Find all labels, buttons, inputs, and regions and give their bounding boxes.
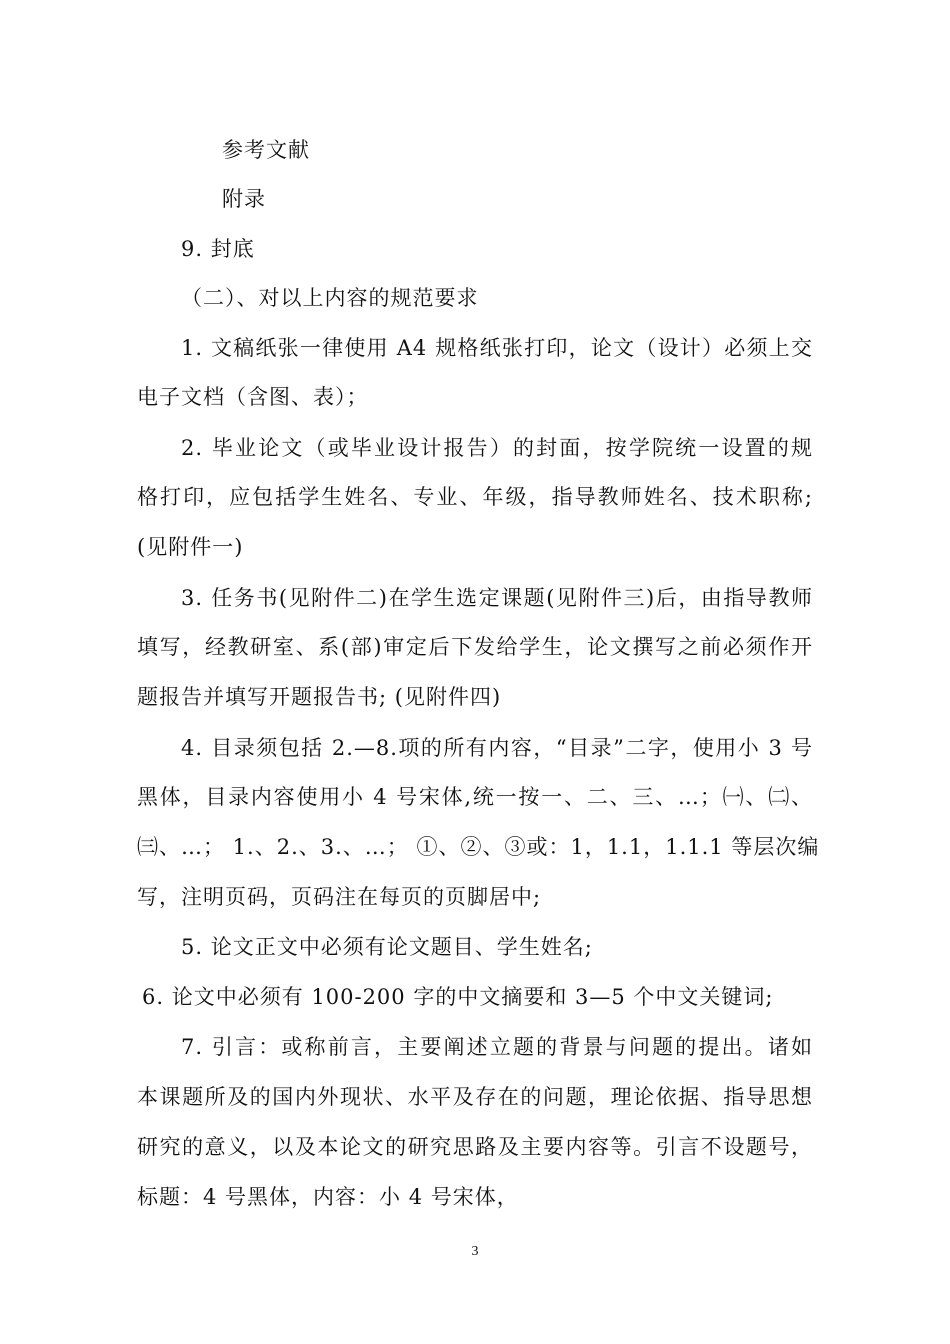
- line-item-9: 9. 封底: [181, 237, 255, 261]
- line-appendix: 附录: [222, 187, 266, 211]
- para-1-line-2: 电子文档（含图、表）；: [137, 385, 369, 409]
- para-7-line-1: 7. 引言：或称前言，主要阐述立题的背景与问题的提出。诸如: [181, 1035, 813, 1059]
- page-number: 3: [471, 1244, 479, 1259]
- section-heading: （二）、对以上内容的规范要求: [181, 286, 479, 310]
- line-references: 参考文献: [222, 138, 310, 162]
- para-1-line-1: 1. 文稿纸张一律使用 A4 规格纸张打印，论文（设计）必须上交: [181, 336, 813, 360]
- para-3-line-3: 题报告并填写开题报告书; (见附件四): [137, 685, 502, 709]
- para-6-line-1: 6. 论文中必须有 100-200 字的中文摘要和 3—5 个中文关键词;: [142, 985, 774, 1009]
- para-2-line-1: 2. 毕业论文（或毕业设计报告）的封面，按学院统一设置的规: [181, 436, 813, 460]
- para-2-line-2: 格打印，应包括学生姓名、专业、年级，指导教师姓名、技术职称;: [137, 485, 813, 509]
- para-4-line-3: ㈢、…； 1.、2.、3.、…； ①、②、③或：1，1.1，1.1.1 等层次编: [137, 835, 820, 859]
- para-5-line-1: 5. 论文正文中必须有论文题目、学生姓名;: [181, 935, 593, 959]
- para-7-line-4: 标题：4 号黑体，内容：小 4 号宋体，: [137, 1185, 519, 1209]
- para-7-line-3: 研究的意义，以及本论文的研究思路及主要内容等。引言不设题号，: [137, 1135, 813, 1159]
- para-3-line-2: 填写，经教研室、系(部)审定后下发给学生，论文撰写之前必须作开: [137, 635, 813, 659]
- para-4-line-1: 4. 目录须包括 2.—8.项的所有内容，“目录”二字，使用小 3 号: [181, 736, 813, 760]
- para-4-line-4: 写，注明页码，页码注在每页的页脚居中;: [137, 885, 542, 909]
- para-4-line-2: 黑体，目录内容使用小 4 号宋体,统一按一、二、三、…；㈠、㈡、: [137, 785, 813, 809]
- para-7-line-2: 本课题所及的国内外现状、水平及存在的问题，理论依据、指导思想: [137, 1085, 813, 1109]
- para-3-line-1: 3. 任务书(见附件二)在学生选定课题(见附件三)后，由指导教师: [181, 586, 813, 610]
- para-2-line-3: (见附件一): [137, 535, 244, 559]
